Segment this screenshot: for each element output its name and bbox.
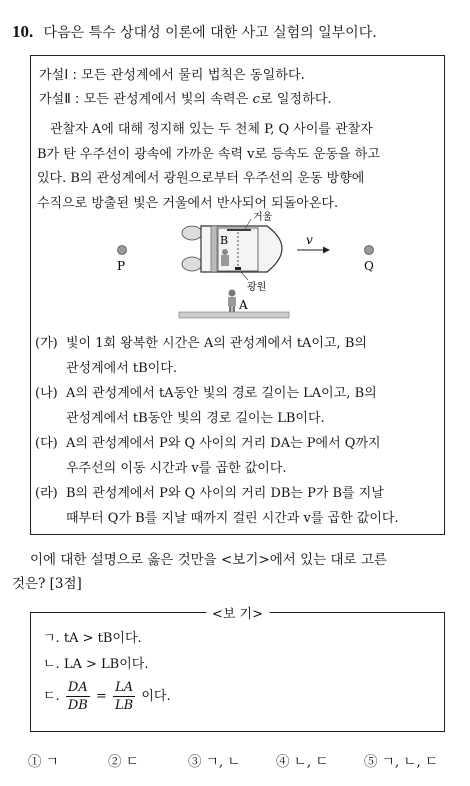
ground-platform bbox=[179, 312, 289, 318]
item-ra bbox=[35, 481, 443, 531]
spaceship-figure bbox=[91, 204, 374, 326]
question-prompt bbox=[12, 548, 462, 596]
item-da-line2: 우주선의 이동 시간과 v를 곱한 값이다. bbox=[66, 461, 287, 476]
fraction-l bbox=[113, 679, 135, 714]
item-ga-line1: 빛이 1회 왕복한 시간은 A의 관성계에서 tA이고, B의 bbox=[66, 336, 367, 351]
para-line-3: 있다. B의 관성계에서 광원으로부터 우주선의 운동 방향에 bbox=[37, 171, 365, 186]
body-p-icon bbox=[118, 246, 127, 255]
item-da-line1: A의 관성계에서 P와 Q 사이의 거리 DA는 P에서 Q까지 bbox=[66, 436, 381, 451]
bogi-item-3-label: ㄷ. bbox=[43, 689, 60, 704]
label-source: 광원 bbox=[247, 282, 267, 293]
velocity-arrowhead bbox=[323, 247, 330, 254]
fraction-d bbox=[66, 679, 90, 714]
bogi-item-2-text: LA > LB이다. bbox=[63, 657, 149, 672]
question-prompt-line2: 것은? [3점] bbox=[12, 576, 82, 592]
hypothesis-2-post: 로 일정하다. bbox=[259, 92, 332, 107]
item-na-line1: A의 관성계에서 tA동안 빛의 경로 길이는 LA이고, B의 bbox=[66, 386, 377, 401]
bogi-box bbox=[30, 607, 445, 732]
item-na-line2: 관성계에서 tB동안 빛의 경로 길이는 LB이다. bbox=[66, 411, 325, 426]
bogi-item-3-suffix: 이다. bbox=[141, 689, 171, 704]
choice-3[interactable]: ③ ㄱ, ㄴ bbox=[188, 754, 241, 770]
item-ra-line1: B의 관성계에서 P와 Q 사이의 거리 DB는 P가 B를 지날 bbox=[66, 486, 384, 501]
experiment-box bbox=[30, 55, 445, 535]
bogi-item-2 bbox=[43, 653, 148, 672]
hypothesis-2-var: c bbox=[252, 92, 260, 107]
label-q: Q bbox=[364, 259, 374, 273]
choice-1[interactable]: ① ㄱ bbox=[28, 754, 59, 770]
question-prompt-line1: 이에 대한 설명으로 옳은 것만을 <보기>에서 있는 대로 고른 bbox=[30, 552, 387, 568]
para-line-1: 관찰자 A에 대해 정지해 있는 두 천체 P, Q 사이를 관찰자 bbox=[50, 122, 373, 137]
item-ga-label: (가) bbox=[35, 336, 58, 351]
para-line-2: B가 탄 우주선이 광속에 가까운 속력 v로 등속도 운동을 하고 bbox=[37, 146, 380, 162]
bogi-item-1-text: tA > tB이다. bbox=[63, 631, 142, 646]
fraction-d-denominator: DB bbox=[67, 698, 88, 713]
label-p: P bbox=[117, 259, 126, 273]
fraction-d-numerator: DA bbox=[66, 679, 90, 697]
label-a: A bbox=[239, 298, 248, 312]
body-q-icon bbox=[365, 246, 374, 255]
label-b: B bbox=[220, 234, 229, 247]
choice-5[interactable]: ⑤ ㄱ, ㄴ, ㄷ bbox=[364, 754, 439, 770]
spaceship-icon bbox=[182, 226, 282, 272]
bogi-item-1 bbox=[43, 627, 142, 646]
hypothesis-2 bbox=[39, 88, 332, 107]
source-pointer bbox=[241, 272, 248, 280]
para-line-4: 수직으로 방출된 빛은 거울에서 반사되어 되돌아온다. bbox=[37, 195, 339, 211]
question-stem: 다음은 특수 상대성 이론에 대한 사고 실험의 일부이다. bbox=[43, 25, 377, 41]
item-ra-line2: 때부터 Q가 B를 지날 때까지 걸린 시간과 v를 곱한 값이다. bbox=[66, 511, 399, 526]
bogi-title: <보 기> bbox=[206, 603, 269, 622]
hypothesis-2-pre: 가설Ⅱ : 모든 관성계에서 빛의 속력은 bbox=[39, 92, 253, 107]
item-ga bbox=[35, 331, 443, 381]
fraction-l-numerator: LA bbox=[113, 679, 135, 697]
choice-2[interactable]: ② ㄷ bbox=[108, 754, 139, 770]
bogi-item-3 bbox=[43, 679, 171, 714]
question-number: 10. bbox=[12, 22, 34, 41]
fraction-l-denominator: LB bbox=[115, 698, 134, 713]
question-header bbox=[12, 22, 462, 42]
item-ra-label: (라) bbox=[35, 486, 58, 501]
label-v: v bbox=[306, 233, 313, 247]
fraction-equals: = bbox=[95, 689, 107, 704]
item-na-label: (나) bbox=[35, 386, 58, 401]
observer-a-icon bbox=[228, 290, 236, 313]
bogi-item-2-label: ㄴ. bbox=[43, 657, 60, 672]
item-na bbox=[35, 381, 443, 431]
choice-4[interactable]: ④ ㄴ, ㄷ bbox=[276, 754, 329, 770]
bogi-item-1-label: ㄱ. bbox=[43, 631, 60, 646]
setup-paragraph bbox=[37, 118, 439, 216]
label-mirror: 거울 bbox=[253, 212, 273, 223]
item-da bbox=[35, 431, 443, 481]
hypothesis-1: 가설Ⅰ : 모든 관성계에서 물리 법칙은 동일하다. bbox=[39, 68, 305, 83]
item-ga-line2: 관성계에서 tB이다. bbox=[66, 361, 177, 376]
item-da-label: (다) bbox=[35, 436, 58, 451]
